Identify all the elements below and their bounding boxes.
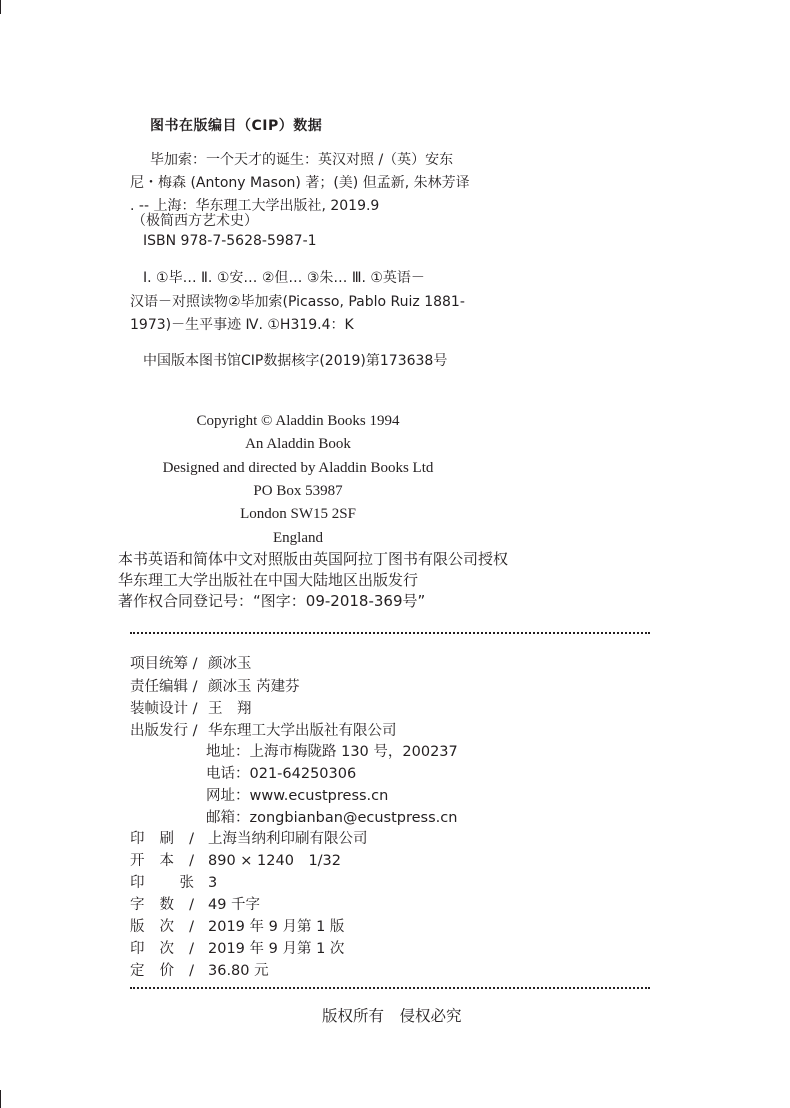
- license-line-1: 本书英语和简体中文对照版由英国阿拉丁图书有限公司授权: [118, 550, 509, 568]
- price-row: [130, 959, 269, 980]
- designer-row: [130, 697, 252, 718]
- printing-label: 印次/: [130, 941, 194, 957]
- printer-value: 上海当纳利印刷有限公司: [208, 831, 368, 847]
- copyright-line-2: An Aladdin Book: [245, 436, 351, 452]
- cip-isbn: ISBN 978-7-5628-5987-1: [143, 233, 317, 249]
- cip-line-3: . -- 上海：华东理工大学出版社, 2019.9: [130, 198, 380, 214]
- divider-top: [130, 632, 650, 634]
- cip-classification-1: Ⅰ. ①毕… Ⅱ. ①安… ②但… ③朱… Ⅲ. ①英语－: [143, 270, 425, 286]
- publisher-address: 地址：上海市梅陇路 130 号，200237: [206, 744, 458, 760]
- sheets-label: 印张: [130, 875, 194, 891]
- page-edge-mark-top: [0, 0, 1, 14]
- edition-row: [130, 915, 344, 936]
- license-line-2: 华东理工大学出版社在中国大陆地区出版发行: [118, 571, 419, 589]
- editor-value: 颜冰玉 芮建芬: [208, 679, 300, 695]
- publisher-label: 出版发行 /: [130, 723, 198, 739]
- edition-value: 2019 年 9 月第 1 版: [208, 919, 345, 935]
- edition-label: 版次/: [130, 919, 194, 935]
- cip-line-1: 毕加索：一个天才的诞生：英汉对照 /（英）安东: [150, 152, 454, 168]
- publisher-website[interactable]: 网址：www.ecustpress.cn: [206, 788, 389, 804]
- cip-classification-2: 汉语－对照读物②毕加索(Picasso, Pablo Ruiz 1881-: [130, 294, 465, 310]
- project-coordinator-label: 项目统筹 /: [130, 656, 198, 672]
- divider-bottom: [130, 987, 650, 989]
- format-label: 开本/: [130, 853, 194, 869]
- cip-verification: 中国版本图书馆CIP数据核字(2019)第173638号: [143, 353, 448, 369]
- publisher-email[interactable]: 邮箱：zongbianban@ecustpress.cn: [206, 810, 458, 826]
- cip-title: 图书在版编目（CIP）数据: [150, 118, 323, 134]
- publisher-phone: 电话：021-64250306: [206, 766, 357, 782]
- printing-value: 2019 年 9 月第 1 次: [208, 941, 345, 957]
- page-edge-mark-bottom: [0, 1090, 1, 1108]
- copyright-line-3: Designed and directed by Aladdin Books Ltd: [162, 460, 434, 476]
- word-count-value: 49 千字: [208, 897, 261, 913]
- editor-label: 责任编辑 /: [130, 679, 198, 695]
- format-value: 890 × 1240 1/32: [208, 853, 342, 869]
- license-line-3: 著作权合同登记号：“图字：09-2018-369号”: [118, 592, 426, 610]
- cip-line-2: 尼・梅森 (Antony Mason) 著；(美) 但孟新, 朱林芳译: [130, 175, 470, 191]
- rights-notice: 版权所有 侵权必究: [322, 1007, 462, 1025]
- format-row: [130, 849, 341, 870]
- cip-classification-3: 1973)－生平事迹 Ⅳ. ①H319.4：K: [130, 317, 354, 333]
- word-count-label: 字数/: [130, 897, 194, 913]
- editor-row: [130, 675, 300, 696]
- word-count-row: [130, 893, 260, 914]
- price-value: 36.80 元: [208, 963, 269, 979]
- printer-label: 印刷/: [130, 831, 194, 847]
- designer-value: 王 翔: [208, 701, 252, 717]
- copyright-line-6: England: [273, 530, 323, 546]
- printing-row: [130, 937, 344, 958]
- project-coordinator-row: [130, 652, 252, 673]
- project-coordinator-value: 颜冰玉: [208, 656, 252, 672]
- copyright-line-4: PO Box 53987: [253, 483, 343, 499]
- publisher-value: 华东理工大学出版社有限公司: [208, 723, 397, 739]
- cip-series: （极简西方艺术史）: [132, 213, 258, 229]
- sheets-row: [130, 871, 217, 892]
- designer-label: 装帧设计 /: [130, 701, 198, 717]
- printer-row: [130, 827, 368, 848]
- publisher-row: [130, 719, 397, 740]
- copyright-line-5: London SW15 2SF: [240, 506, 356, 522]
- copyright-line-1: Copyright © Aladdin Books 1994: [196, 413, 400, 429]
- sheets-value: 3: [208, 875, 218, 891]
- price-label: 定价/: [130, 963, 194, 979]
